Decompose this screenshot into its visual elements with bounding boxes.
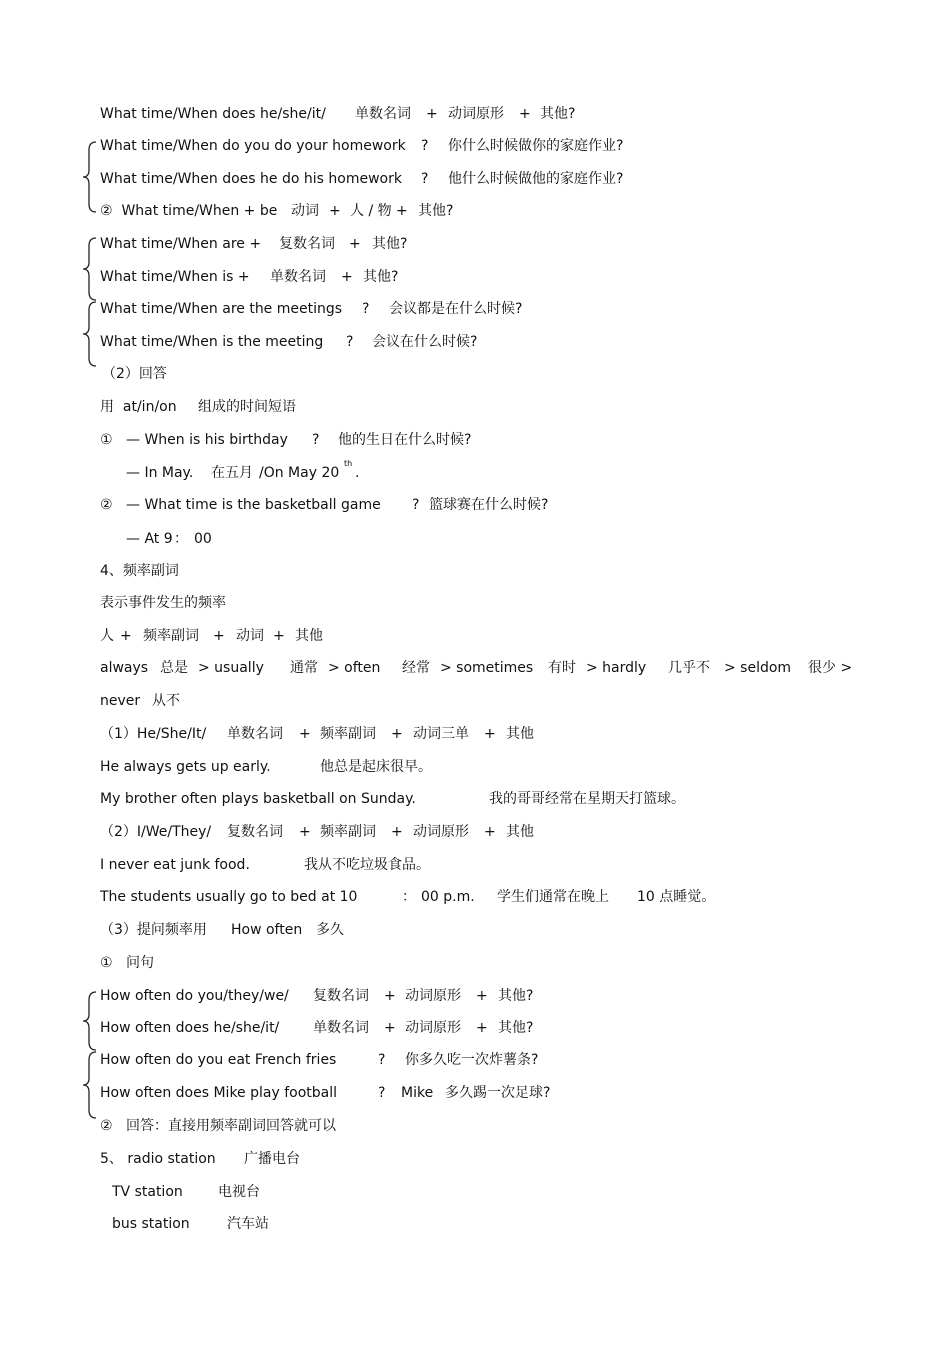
text-line: I never eat junk food. 我从不吃垃圾食品。 <box>100 857 430 873</box>
text-line: — At 9 ： 00 <box>126 531 212 547</box>
text-line: How often do you eat French fries ? 你多久吃一次炸薯条? <box>100 1052 539 1068</box>
text-line: What time/When are the meetings ? 会议都是在什么时候? <box>100 301 523 317</box>
text-line: What time/When does he do his homework ? 他什么时候做他的家庭作业? <box>100 171 624 187</box>
text-line: ② — What time is the basketball game ? 篮球赛在什么时候? <box>100 497 549 513</box>
text-line: （1）He/She/It/ 单数名词 + 频率副词 + 动词三单 + 其他 <box>100 726 534 742</box>
text-line: 表示事件发生的频率 <box>100 595 226 611</box>
text-line: — In May. 在五月 /On May 20 th . <box>126 459 360 481</box>
text-line: He always gets up early. 他总是起床很早。 <box>100 759 432 775</box>
text-line: never 从不 <box>100 693 180 709</box>
text-line: How often does Mike play football ? Mike 多久踢一次足球? <box>100 1085 551 1101</box>
text-line: My brother often plays basketball on Sunday. 我的哥哥经常在星期天打篮球。 <box>100 791 685 807</box>
text-line: （3）提问频率用 How often 多久 <box>100 922 344 938</box>
text-line: bus station 汽车站 <box>112 1216 269 1232</box>
text-line: What time/When do you do your homework ? 你什么时候做你的家庭作业? <box>100 138 624 154</box>
text-line: （2）I/We/They/ 复数名词 + 频率副词 + 动词原形 + 其他 <box>100 824 534 840</box>
text-line: The students usually go to bed at 10 ： 00 p.m. 学生们通常在晚上 10 点睡觉。 <box>100 889 716 905</box>
text-line: ② What time/When + be 动词 + 人 / 物 + 其他? <box>100 203 454 219</box>
text-line: ① — When is his birthday ? 他的生日在什么时候? <box>100 432 472 448</box>
section-heading: 5、 radio station 广播电台 <box>100 1151 300 1167</box>
text-line: How often do you/they/we/ 复数名词 + 动词原形 + 其他? <box>100 988 534 1004</box>
text-line: 人 + 频率副词 + 动词 + 其他 <box>100 628 323 644</box>
text-line: What time/When are + 复数名词 + 其他? <box>100 236 408 252</box>
text-line: always 总是 > usually 通常 > often 经常 > sometimes 有时 > hardly 几乎不 > seldom 很少 > <box>100 660 853 676</box>
text-line: What time/When is + 单数名词 + 其他? <box>100 269 399 285</box>
text-line: TV station 电视台 <box>112 1184 260 1200</box>
text-line: What time/When does he/she/it/ 单数名词 + 动词原形 + 其他? <box>100 106 576 122</box>
text-line: ① 问句 <box>100 955 154 971</box>
text-line: What time/When is the meeting ? 会议在什么时候? <box>100 334 478 350</box>
section-heading: 4、频率副词 <box>100 563 179 579</box>
text-line: How often does he/she/it/ 单数名词 + 动词原形 + 其他? <box>100 1020 534 1036</box>
text-line: 用 at/in/on 组成的时间短语 <box>100 399 296 415</box>
text-line: ② 回答：直接用频率副词回答就可以 <box>100 1118 336 1134</box>
section-heading: （2）回答 <box>102 366 167 382</box>
